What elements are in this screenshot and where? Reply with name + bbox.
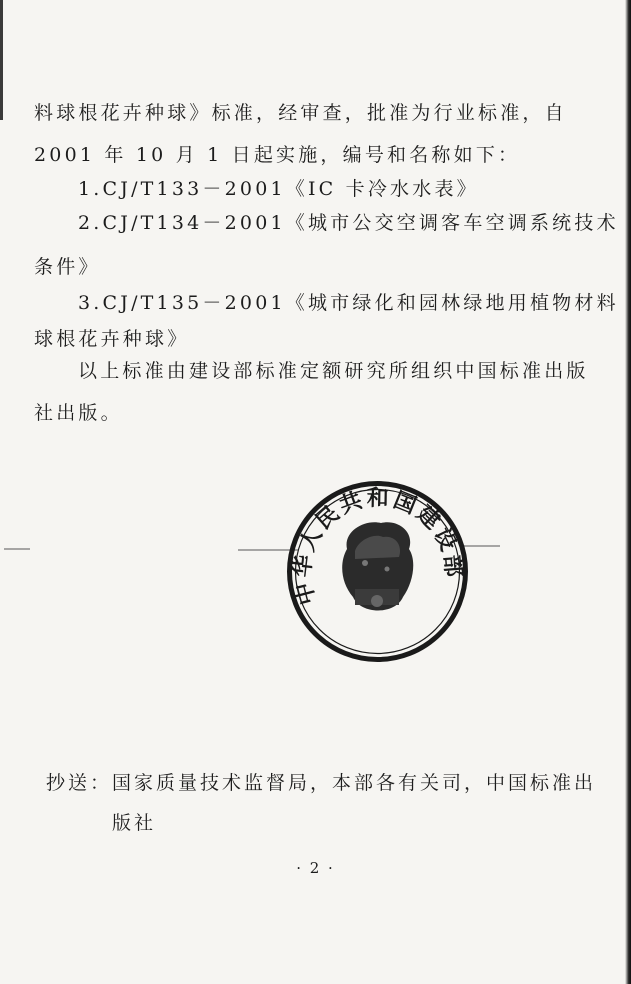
cc-recipients: 国家质量技术监督局，本部各有关司，中国标准出	[112, 772, 597, 794]
standard-item-1: 1.CJ/T133－2001《IC 卡冷水水表》	[78, 178, 479, 200]
scan-mark	[4, 548, 30, 550]
standard-item-3: 3.CJ/T135－2001《城市绿化和园林绿地用植物材料	[78, 292, 619, 314]
scan-edge-left	[0, 0, 3, 120]
standard-item-2: 2.CJ/T134－2001《城市公交空调客车空调系统技术	[78, 212, 619, 234]
body-line-2: 2001 年 10 月 1 日起实施，编号和名称如下：	[34, 144, 521, 166]
cc-label: 抄送：	[46, 772, 113, 794]
body-line-1: 料球根花卉种球》标准，经审查，批准为行业标准，自	[34, 102, 567, 124]
standard-item-2-cont: 条件》	[34, 256, 101, 278]
official-seal	[285, 479, 470, 664]
page-number: · 2 ·	[296, 859, 335, 877]
scan-edge	[625, 0, 631, 984]
publisher-note: 以上标准由建设部标准定额研究所组织中国标准出版	[78, 360, 589, 382]
standard-item-3-cont: 球根花卉种球》	[34, 328, 190, 350]
seal-text: 中华人民共和国建设部	[290, 485, 466, 608]
cc-recipients-cont: 版社	[112, 812, 157, 834]
publisher-note-cont: 社出版。	[34, 402, 123, 424]
national-emblem-icon	[342, 522, 413, 610]
